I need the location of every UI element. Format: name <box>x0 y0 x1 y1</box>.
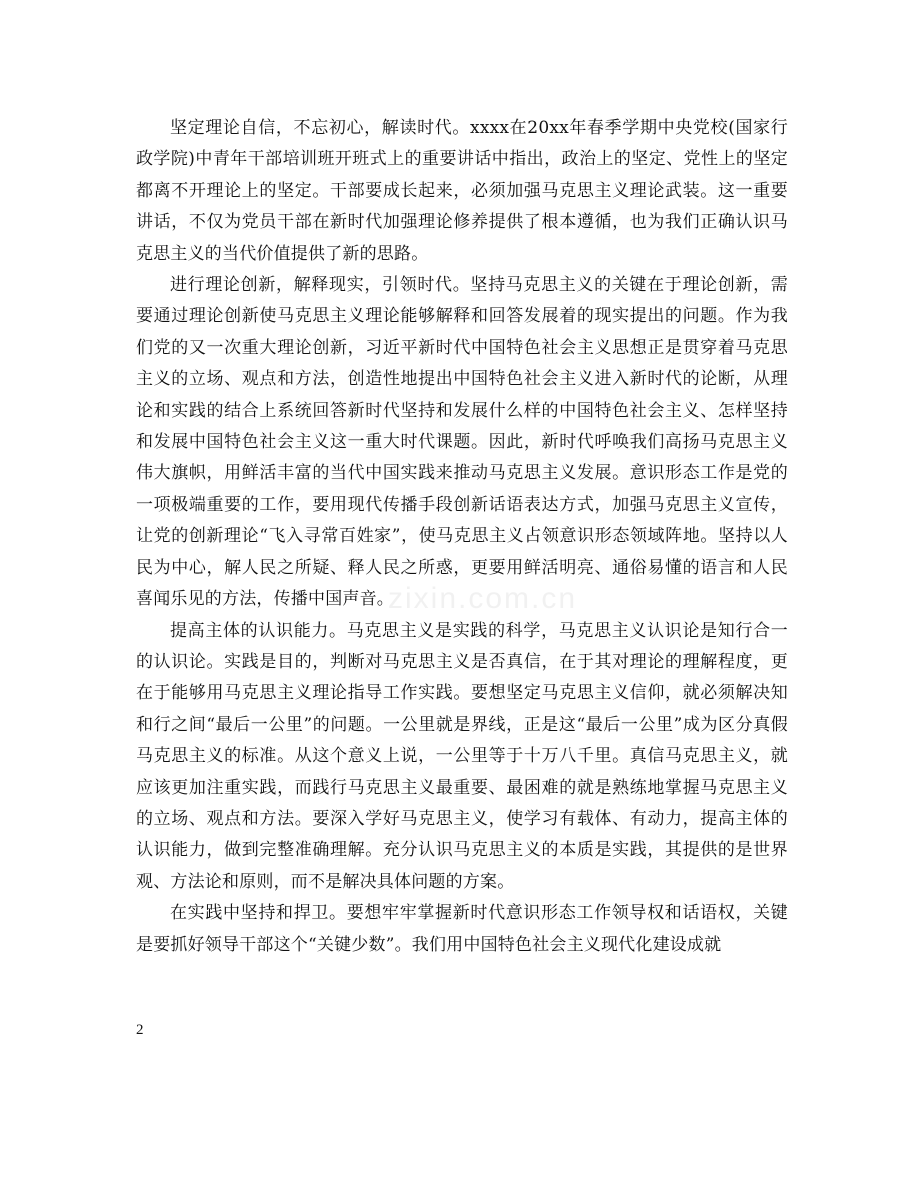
page-number: 2 <box>136 1022 144 1038</box>
paragraph-2: 进行理论创新，解释现实，引领时代。坚持马克思主义的关键在于理论创新，需要通过理论创新使马克思主义理论能够解释和回答发展着的现实提出的问题。作为我们党的又一次重大理论创新，习近平新时代中国特色社会主义思想正是贯穿着马克思主义的立场、观点和方法，创造性地提出中国特色社会主义进入新时代的论断，从理论和实践的结合上系统回答新时代坚持和发展什么样的中国特色社会主义、怎样坚持和发展中国特色社会主义这一重大时代课题。因此，新时代呼唤我们高扬马克思主义伟大旗帜，用鲜活丰富的当代中国实践来推动马克思主义发展。意识形态工作是党的一项极端重要的工作，要用现代传播手段创新话语表达方式，加强马克思主义宣传，让党的创新理论“飞入寻常百姓家”，使马克思主义占领意识形态领域阵地。坚持以人民为中心，解人民之所疑、释人民之所惑，更要用鲜活明亮、通俗易懂的语言和人民喜闻乐见的方法，传播中国声音。 <box>136 275 788 610</box>
paragraph-3: 提高主体的认识能力。马克思主义是实践的科学，马克思主义认识论是知行合一的认识论。实践是目的，判断对马克思主义是否真信，在于其对理论的理解程度，更在于能够用马克思主义理论指导工作实践。要想坚定马克思主义信仰，就必须解决知和行之间“最后一公里”的问题。一公里就是界线，正是这“最后一公里”成为区分真假马克思主义的标准。从这个意义上说，一公里等于十万八千里。真信马克思主义，就应该更加注重实践，而践行马克思主义最重要、最困难的就是熟练地掌握马克思主义的立场、观点和方法。要深入学好马克思主义，使学习有载体、有动力，提高主体的认识能力，做到完整准确理解。充分认识马克思主义的本质是实践，其提供的是世界观、方法论和原则，而不是解决具体问题的方案。 <box>136 620 788 892</box>
paragraph-4: 在实践中坚持和捍卫。要想牢牢掌握新时代意识形态工作领导权和话语权，关键是要抓好领导干部这个“关键少数”。我们用中国特色社会主义现代化建设成就 <box>136 903 788 955</box>
paragraph-1: 坚定理论自信，不忘初心，解读时代。xxxx在20xx年春季学期中央党校(国家行政学院)中青年干部培训班开班式上的重要讲话中指出，政治上的坚定、党性上的坚定都离不开理论上的坚定。干部要成长起来，必须加强马克思主义理论武装。这一重要讲话，不仅为党员干部在新时代加强理论修养提供了根本遵循，也为我们正确认识马克思主义的当代价值提供了新的思路。 <box>136 118 788 264</box>
watermark: zixin.com.cn <box>388 582 578 615</box>
document-body <box>136 113 788 961</box>
